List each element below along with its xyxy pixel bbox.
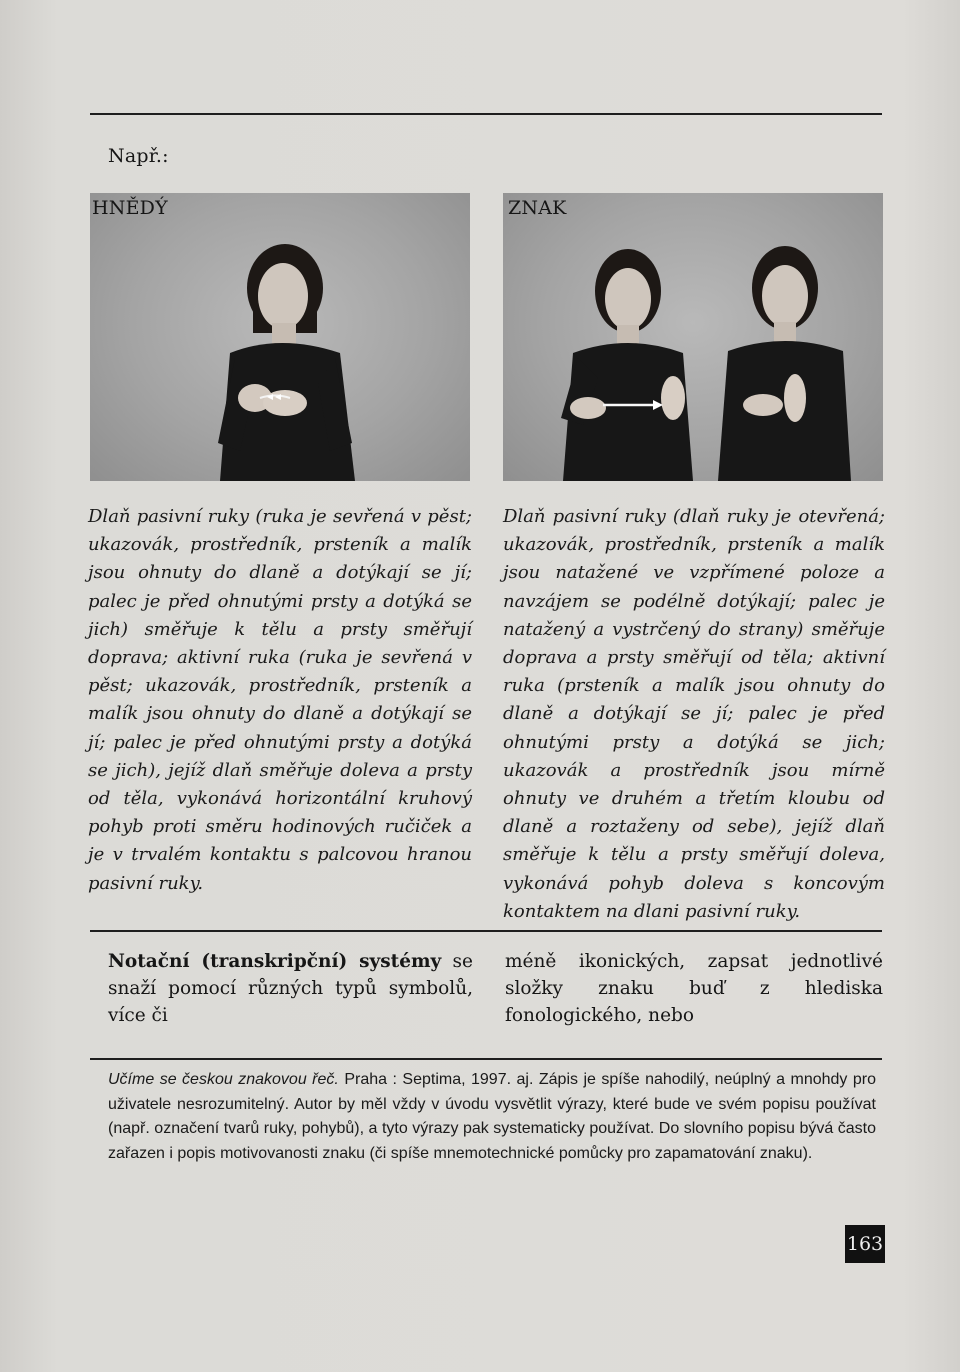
footnote-title: Učíme se českou znakovou řeč. <box>108 1071 339 1088</box>
top-rule <box>90 113 882 115</box>
left-sign-caption: Dlaň pasivní ruky (ruka je sevřená v pěst; ukazovák, prostředník, prsteník a malík jsou ohnuty do dlaně a dotýkají se jí; palec je před ohnutými prsty a dotýká se jich) směřuje k tělu a prsty směřují doprava; aktivní ruka (ruka je sevřená v pěst; ukazovák, prostředník, prsteník a malík jsou ohnuty do dlaně a dotýkají se jí; palec je před ohnutými prsty a dotýká se jich), jejíž dlaň směřuje doleva a prsty od těla, vykonává horizontální kruhový pohyb proti směru hodinových ručiček a je v trvalém kontaktu s palcovou hranou pasivní ruky. <box>88 506 472 894</box>
body-text-right: méně ikonických, zapsat jednotlivé složky znaku buď z hlediska fonologického, nebo <box>505 951 883 1026</box>
footnote-text: Praha : Septima, 1997. aj. Zápis je spíše nahodilý, neúplný a mnohdy pro uživatele nesrozumitelný. Autor by měl vždy v úvodu vysvětlit výrazy, které bude ve svém popisu používat (např. označení tvarů ruky, pohybů), a tyto výrazy pak systematicky používat. Do slovního popisu bývá často zařazen i popis motivovanosti znaku (či spíše mnemotechnické pomůcky pro zapamatování znaku). <box>108 1071 877 1162</box>
footnote-rule <box>90 1058 882 1060</box>
section-rule <box>90 930 882 932</box>
left-sign-photo <box>90 193 470 481</box>
body-text-left-rest: se snaží pomocí různých typů symbolů, více či <box>108 951 473 1026</box>
footnote <box>108 1068 876 1166</box>
right-sign-photo <box>503 193 883 481</box>
woman-signing-two-frames <box>503 193 883 481</box>
term-notation-systems: Notační (transkripční) systémy <box>108 951 442 972</box>
page-number: 163 <box>845 1225 885 1263</box>
woman-signing-illustration <box>90 193 470 481</box>
left-sign-label: HNĚDÝ <box>92 197 168 219</box>
body-text-left <box>108 948 473 1029</box>
right-sign-caption: Dlaň pasivní ruky (dlaň ruky je otevřená; ukazovák, prostředník, prsteník a malík jsou natažené ve vzpřímené poloze a navzájem se podélně dotýkají; palec je natažený a vystrčený do strany) směřuje doprava a prsty směřují od těla; aktivní ruka (prsteník a malík jsou ohnuty do dlaně a dotýkají se jí; palec je před ohnutými prsty a dotýká se jich; ukazovák a prostředník jsou mírně ohnuty ve druhém a třetím kloubu od dlaně a roztaženy od sebe), jejíž dlaň směřuje k tělu a prsty směřují doleva, vykonává pohyb doleva s koncovým kontaktem na dlani pasivní ruky. <box>503 506 885 922</box>
right-sign-label: ZNAK <box>508 197 567 219</box>
example-label: Např.: <box>108 145 169 167</box>
